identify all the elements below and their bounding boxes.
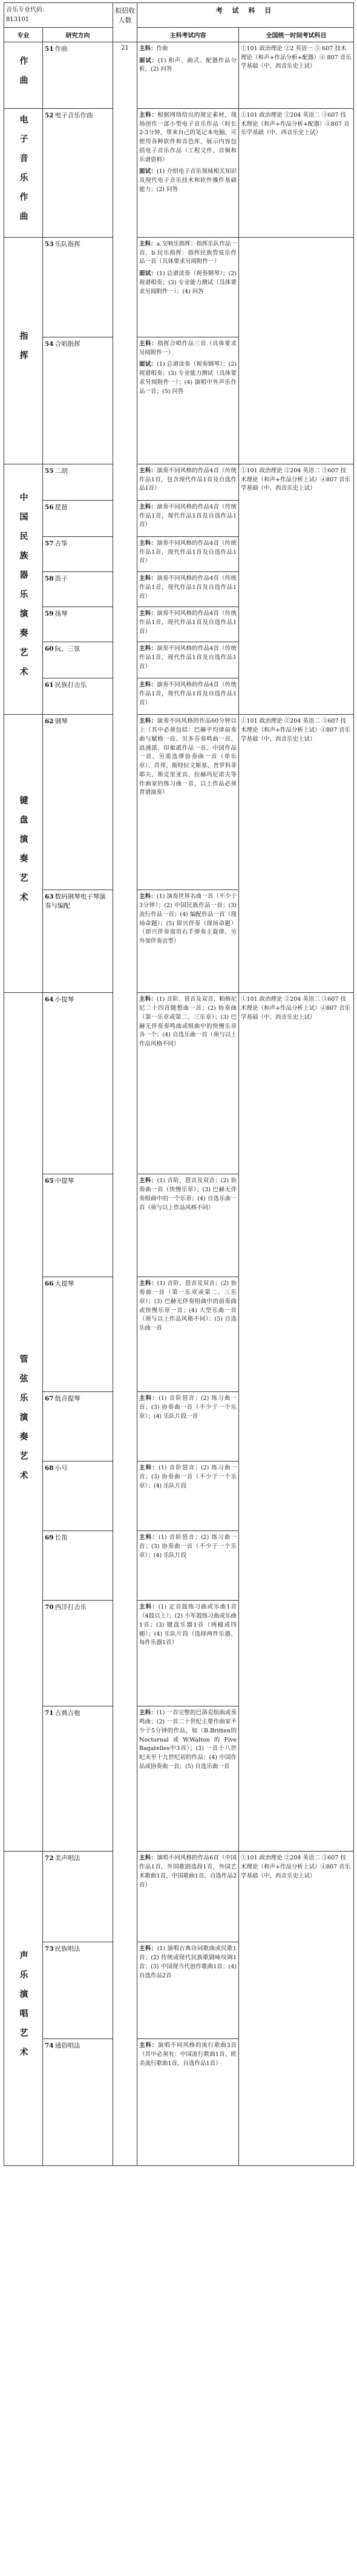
direction-code: 63 [45, 893, 54, 901]
research-direction [43, 537, 113, 572]
direction-code: 60 [45, 645, 54, 653]
research-direction [43, 1942, 113, 2039]
direction-code: 57 [45, 540, 54, 547]
content-label: 面试： [139, 361, 157, 368]
exam-content [137, 537, 239, 572]
content-text: (1) 总谱读奏（视奏钢琴）；(2) 视谱唱奏；(3) 专业能力测试（具体要求另阅附件一）；(4) 问答 [139, 270, 237, 295]
research-direction [43, 890, 113, 993]
research-direction [43, 1392, 113, 1462]
table-row [4, 993, 354, 1174]
content-text: (1) 总谱读奏（视奏钢琴）；(2) 视谱唱奏；(3) 专业能力测试（具体要求另阅附件一）；(4) 演唱中外声乐作品一首；(5) 问答 [139, 361, 237, 395]
content-label: 主科： [139, 241, 157, 247]
content-item [139, 574, 237, 601]
table-row [4, 464, 354, 501]
major-name: 电子音乐作曲 [4, 109, 43, 238]
direction-name: 乐队指挥 [54, 241, 80, 248]
exam-content [137, 1174, 239, 1277]
direction-name: 古典吉他 [54, 1709, 80, 1717]
content-item [139, 717, 237, 797]
content-item [139, 1280, 237, 1333]
major-code-value: 813101 [6, 16, 30, 23]
major-name: 中国民族器乐演奏艺术 [4, 464, 43, 715]
research-direction [43, 42, 113, 109]
content-label: 主科： [139, 45, 157, 52]
subheader-row [4, 28, 354, 42]
content-item [139, 340, 237, 357]
content-item [139, 610, 237, 636]
content-label: 主科： [139, 112, 158, 119]
exam-content [137, 1531, 239, 1601]
content-text: (1) 音阶琶音；(2) 练习曲一首；(3) 协奏曲一首（不少于一个乐章）；(4) 乐队片段一首 [139, 1395, 237, 1420]
direction-header: 研究方向 [43, 28, 113, 42]
direction-name: 通俗唱法 [54, 2042, 80, 2050]
content-label: 主科： [139, 996, 157, 1003]
research-direction [43, 1462, 113, 1531]
content-text: (1) 一首完整的巴洛克组曲或奏鸣曲；(2) 一首二十世纪主要作曲家不少于5分钟的作品，如（B.Britten的Nocturnal或W.Walton的Five Bagatelles中3首）；(3) 一首十八世纪末至十九世纪初的作品；(4) 中国作品或协奏曲一首；(5) 自选乐曲一首 [139, 1709, 237, 1770]
content-label: 主科： [139, 340, 158, 347]
direction-name: 钢琴 [54, 718, 68, 726]
research-direction [43, 715, 113, 890]
content-label: 主科： [139, 1177, 157, 1185]
table-row [4, 109, 354, 238]
exam-content [137, 678, 239, 715]
content-text: (1) 演唱古典诗词歌曲或民歌1首；(2) 传统或现代民族歌剧咏叹调1首；(3) 中国现当代创作歌曲1首；(4) 自选作品2首 [139, 1945, 237, 1979]
exam-content [137, 1852, 239, 1942]
research-direction [43, 109, 113, 238]
research-direction [43, 642, 113, 678]
direction-code: 64 [45, 996, 54, 1004]
enrollment-count: 21 [113, 42, 137, 2166]
content-label: 面试： [139, 168, 157, 175]
table-row [4, 715, 354, 890]
content-item [139, 1709, 237, 1771]
exam-content [137, 1942, 239, 2039]
content-text: 作曲 [156, 45, 168, 52]
direction-name: 民族唱法 [54, 1945, 80, 1953]
content-header: 主科考试内容 [137, 28, 239, 42]
content-item [139, 168, 237, 194]
direction-code: 67 [45, 1395, 54, 1403]
content-text: (1) 和声、曲式、配器作品分析，(2) 问答 [139, 57, 237, 73]
content-text: (1) 介绍电子音乐领域相关知识及现代电子音乐技术和软件操作基础能力；(2) 问答 [139, 168, 237, 193]
content-item [139, 360, 237, 396]
direction-name: 笛子 [54, 575, 68, 583]
direction-code: 61 [45, 681, 54, 689]
content-text: 演奏不同风格的作品4首（传统作品1首，现代作品1首及自选作品1首） [139, 645, 237, 670]
exam-content [137, 501, 239, 537]
national-exam-subjects: ①101 政治理论 ②204 英语二 ③607 技术理论（和声+作品分析上试）④807 音乐学基础（中、西音乐史上试） [239, 1852, 354, 2166]
content-item [139, 270, 237, 296]
major-name: 作曲 [4, 42, 43, 109]
research-direction [43, 337, 113, 464]
content-text: 演奏不同风格的作品4首（传统作品1首，现代作品1首及自选作品1首） [139, 575, 237, 600]
content-label: 主科： [139, 1855, 157, 1862]
national-exam-subjects: ①101 政治理论 ②204 英语二 ③607 技术理论（和声+作品分析+配器）④807 音乐学基础（中、西音乐史上试） [239, 109, 354, 238]
national-exam-subjects: ①101 政治理论 ②204 英语二 ③607 技术理论（和声+作品分析上试）④807 音乐学基础（中、西音乐史上试） [239, 993, 354, 1852]
content-item [139, 1534, 237, 1560]
content-text: (1) 定音鼓练习曲或乐曲1首（4鼓以上）；(2) 小军鼓练习曲或乐曲1首；(3) 键盘乐器1首（两槌或四槌）；(4) 乐队片段（选择两件乐器，每件乐器1首） [139, 1604, 237, 1647]
table-row [4, 238, 354, 337]
direction-code: 62 [45, 718, 54, 726]
direction-code: 69 [45, 1534, 54, 1542]
content-text: 指挥合唱作品三首（具体要求另阅附件一） [139, 340, 237, 356]
direction-name: 古筝 [54, 540, 68, 547]
exam-content [137, 238, 239, 337]
major-name: 键盘演奏艺术 [4, 715, 43, 993]
research-direction [43, 1852, 113, 1942]
major-code-label: 音乐专业代码： [6, 7, 48, 13]
exam-content [137, 1277, 239, 1392]
content-text: (1) 音阶琶音；(2) 练习曲一首；(3) 协奏曲一首（不少于一个乐章）；(4) 乐队片段 [139, 1465, 237, 1489]
content-item [139, 1854, 237, 1890]
direction-name: 美声唱法 [54, 1855, 80, 1862]
national-exam-subjects [239, 238, 354, 464]
table-row [4, 42, 354, 109]
exam-content [137, 1706, 239, 1852]
content-item [139, 1945, 237, 1980]
major-name: 声乐演唱艺术 [4, 1852, 43, 2166]
content-item [139, 681, 237, 707]
content-item [139, 995, 237, 1049]
direction-name: 扬琴 [54, 610, 68, 618]
exam-content [137, 1462, 239, 1531]
major-code-cell [4, 3, 113, 28]
research-direction [43, 678, 113, 715]
direction-code: 59 [45, 610, 54, 618]
content-item [139, 539, 237, 566]
content-text: a.交响乐指挥：指挥乐队作品一首，b.民乐指挥：指挥民族管弦乐作品一首（具体要求另阅附件一） [139, 241, 237, 265]
direction-name: 民族打击乐 [54, 681, 87, 689]
direction-code: 51 [45, 45, 54, 53]
direction-code: 65 [45, 1177, 54, 1185]
content-label: 面试： [139, 57, 158, 64]
content-text: (1) 音阶、琶音及双音，帕格尼尼二十四首随想曲一首；(2) 协奏曲（第一乐章或第二、三乐章）；(3) 巴赫无伴奏奏鸣曲或组曲中的快慢乐章各一个；(4) 自选乐曲一首（须与以上作品风格不同） [139, 996, 237, 1048]
direction-name: 大提琴 [54, 1280, 74, 1288]
subjects-header: 全国统一时间考试科目 [239, 28, 354, 42]
national-exam-subjects: ①101 政治理论 ②204 英语二 ③607 技术理论（和声+作品分析上试）④807 音乐学基础（中、西音乐史上试） [239, 464, 354, 715]
content-item [139, 645, 237, 671]
content-item [139, 467, 237, 493]
research-direction [43, 1531, 113, 1601]
research-direction [43, 464, 113, 501]
content-text: 演奏不同风格的作品4首（传统作品1首，现代作品1首及自选作品1首） [139, 540, 237, 565]
research-direction [43, 1601, 113, 1706]
content-item [139, 1464, 237, 1491]
enrollment-label: 拟招收人数 [115, 7, 135, 24]
exam-content [137, 1601, 239, 1706]
content-label: 主科： [139, 2042, 158, 2049]
research-direction [43, 2039, 113, 2166]
exam-content [137, 993, 239, 1174]
exam-content [137, 2039, 239, 2166]
direction-name: 数码钢琴电子琴演奏与编配 [45, 893, 106, 909]
direction-code: 66 [45, 1280, 54, 1288]
content-text: (1) 音阶、琶音及双音；(2) 协奏曲一首（快慢乐章）；(3) 巴赫无伴奏组曲中的一个乐章；(4) 自选乐曲一首（须与以上作品风格不同） [139, 1177, 237, 1211]
content-label: 主科： [139, 540, 157, 547]
major-name: 指挥 [4, 238, 43, 464]
direction-code: 53 [45, 241, 54, 248]
content-label: 主科： [139, 893, 157, 900]
research-direction [43, 1277, 113, 1392]
direction-name: 二胡 [54, 467, 68, 475]
direction-code: 74 [45, 2042, 54, 2050]
exam-content [137, 464, 239, 501]
content-item [139, 893, 237, 946]
direction-code: 68 [45, 1465, 54, 1472]
content-item [139, 111, 237, 164]
content-label: 主科： [139, 1945, 157, 1953]
header-row [4, 3, 354, 28]
direction-name: 西洋打击乐 [54, 1604, 87, 1612]
exam-content [137, 42, 239, 109]
content-label: 主科： [139, 681, 157, 689]
content-label: 主科： [139, 1395, 159, 1402]
content-item [139, 503, 237, 530]
direction-name: 阮、三弦 [54, 645, 80, 653]
content-label: 主科： [139, 610, 157, 617]
direction-code: 71 [45, 1709, 54, 1717]
content-text: 演唱不同风格的流行歌曲3首（其中必须有：中国流行歌曲1首、欧美流行歌曲1首，自选作品1首） [139, 2042, 237, 2067]
direction-name: 合唱指挥 [54, 340, 80, 348]
research-direction [43, 1174, 113, 1277]
major-name: 管弦乐演奏艺术 [4, 993, 43, 1852]
direction-name: 小提琴 [54, 996, 74, 1004]
direction-code: 72 [45, 1855, 54, 1862]
major-header: 专业 [4, 28, 43, 42]
direction-name: 作曲 [54, 45, 68, 53]
content-label: 主科： [139, 1534, 159, 1541]
exam-content [137, 607, 239, 642]
content-label: 主科： [139, 1604, 159, 1611]
content-text: 演奏不同风格的作品4首（传统作品1首，现代作品1首及自选作品1首） [139, 610, 237, 635]
direction-name: 电子音乐作曲 [54, 112, 93, 119]
national-exam-subjects: ①101 政治理论 ②204 英语二 ③607 技术理论（和声+作品分析上试）④807 音乐学基础（中、西音乐史上试） [239, 715, 354, 993]
content-label: 主科： [139, 575, 157, 582]
content-label: 主科： [139, 1709, 157, 1717]
research-direction [43, 993, 113, 1174]
research-direction [43, 607, 113, 642]
content-label: 主科： [139, 504, 157, 510]
research-direction [43, 1706, 113, 1852]
content-text: 演唱不同风格的作品6首（中国作品1首，外国歌剧选段1首，外国艺术歌曲1首，中国歌曲1首，自选作品2首） [139, 1855, 237, 1888]
content-text: 根据网络给出的规定素材，现场创作一部小型电子音乐作品（时长2-3分钟，带来自己的笔记本电脑，可使用各种软件和音色库，展示内容包括电子音乐作品（工程文件、音频和乐谱资料） [139, 112, 237, 163]
content-label: 面试： [139, 270, 157, 278]
enrollment-header [113, 3, 137, 42]
content-text: 演奏不同风格的作品60分钟以上（其中必须包括：巴赫平均律前奏曲与赋格一首、贝多芬奏鸣曲一首、浪漫派、印象派作品一首、中国作品一首、另需选弹协奏曲一首（单乐章）、肖邦、斯特拉文斯基、普罗科菲耶夫、斯克里亚宾、拉赫玛尼诺夫等作曲家的练习曲一首，以上作品必须背谱演奏） [139, 718, 237, 796]
content-item [139, 1394, 237, 1421]
direction-name: 低音提琴 [54, 1395, 80, 1403]
exam-content [137, 1392, 239, 1462]
exam-content [137, 642, 239, 678]
exam-content [137, 715, 239, 890]
content-text: (1) 演奏世界名曲一首（不少于3分钟）；(2) 中国民族作品一首；(3) 流行作品一首；(4) 编配作品一首（现场命题）；(5) 即兴伴奏（现场命题）（即兴伴奏需用右手弹奏主旋律、另外加伴奏音型） [139, 893, 237, 945]
research-direction [43, 501, 113, 537]
exam-content [137, 109, 239, 238]
direction-code: 52 [45, 112, 54, 119]
direction-name: 中提琴 [54, 1177, 74, 1185]
national-exam-subjects: ①101 政治理论 ②2 英语一 ③ 607 技术理论（和声+作品分析+配器）④ 807 音乐学基础（中、西音乐史上试） [239, 42, 354, 109]
content-item [139, 240, 237, 267]
direction-name: 琵琶 [54, 504, 68, 511]
content-label: 主科： [139, 718, 157, 725]
research-direction [43, 238, 113, 337]
content-item [139, 45, 237, 54]
direction-code: 55 [45, 467, 54, 475]
exam-document [4, 2, 353, 2166]
content-text: 演奏不同风格的作品4首（传统作品1首，现代作品1首及自选作品1首） [139, 681, 237, 706]
exam-content [137, 572, 239, 607]
content-text: 演奏不同风格的作品4首（传统作品1首，现代作品1首及自选作品1首） [139, 504, 237, 529]
content-label: 主科： [139, 1280, 157, 1287]
direction-name: 小号 [54, 1465, 68, 1472]
research-direction [43, 572, 113, 607]
content-label: 主科： [139, 645, 157, 652]
direction-name: 长笛 [54, 1534, 68, 1542]
direction-code: 56 [45, 504, 54, 511]
content-label: 主科： [139, 1465, 159, 1472]
direction-code: 70 [45, 1604, 54, 1612]
exam-content [137, 337, 239, 464]
direction-code: 73 [45, 1945, 54, 1953]
exam-subjects-title: 考 试 科 目 [137, 3, 354, 28]
content-item [139, 2041, 237, 2068]
table-row [4, 1852, 354, 1942]
direction-code: 54 [45, 340, 54, 348]
direction-code: 58 [45, 575, 54, 583]
content-text: 演奏不同风格的作品4首（传统作品1首，包含现代作品1首及自选作品1首） [139, 467, 237, 492]
content-text: (1) 音阶琶音；(2) 练习曲一首；(3) 协奏曲一首（不少于一个乐章）；(4) 乐队片段 [139, 1534, 237, 1559]
content-item [139, 57, 237, 74]
exam-table [4, 2, 354, 2166]
exam-content [137, 890, 239, 993]
content-text: (1) 音阶、琶音及双音；(2) 协奏曲一首（第一乐章或第二、三乐章）；(3) 巴赫无伴奏组曲中的前奏曲或快慢乐章一首；(4) 大型乐曲一首（须与以上作品风格不同）；(5) 自选乐曲一首 [139, 1280, 237, 1332]
content-label: 主科： [139, 467, 157, 474]
content-item [139, 1603, 237, 1648]
content-item [139, 1177, 237, 1212]
